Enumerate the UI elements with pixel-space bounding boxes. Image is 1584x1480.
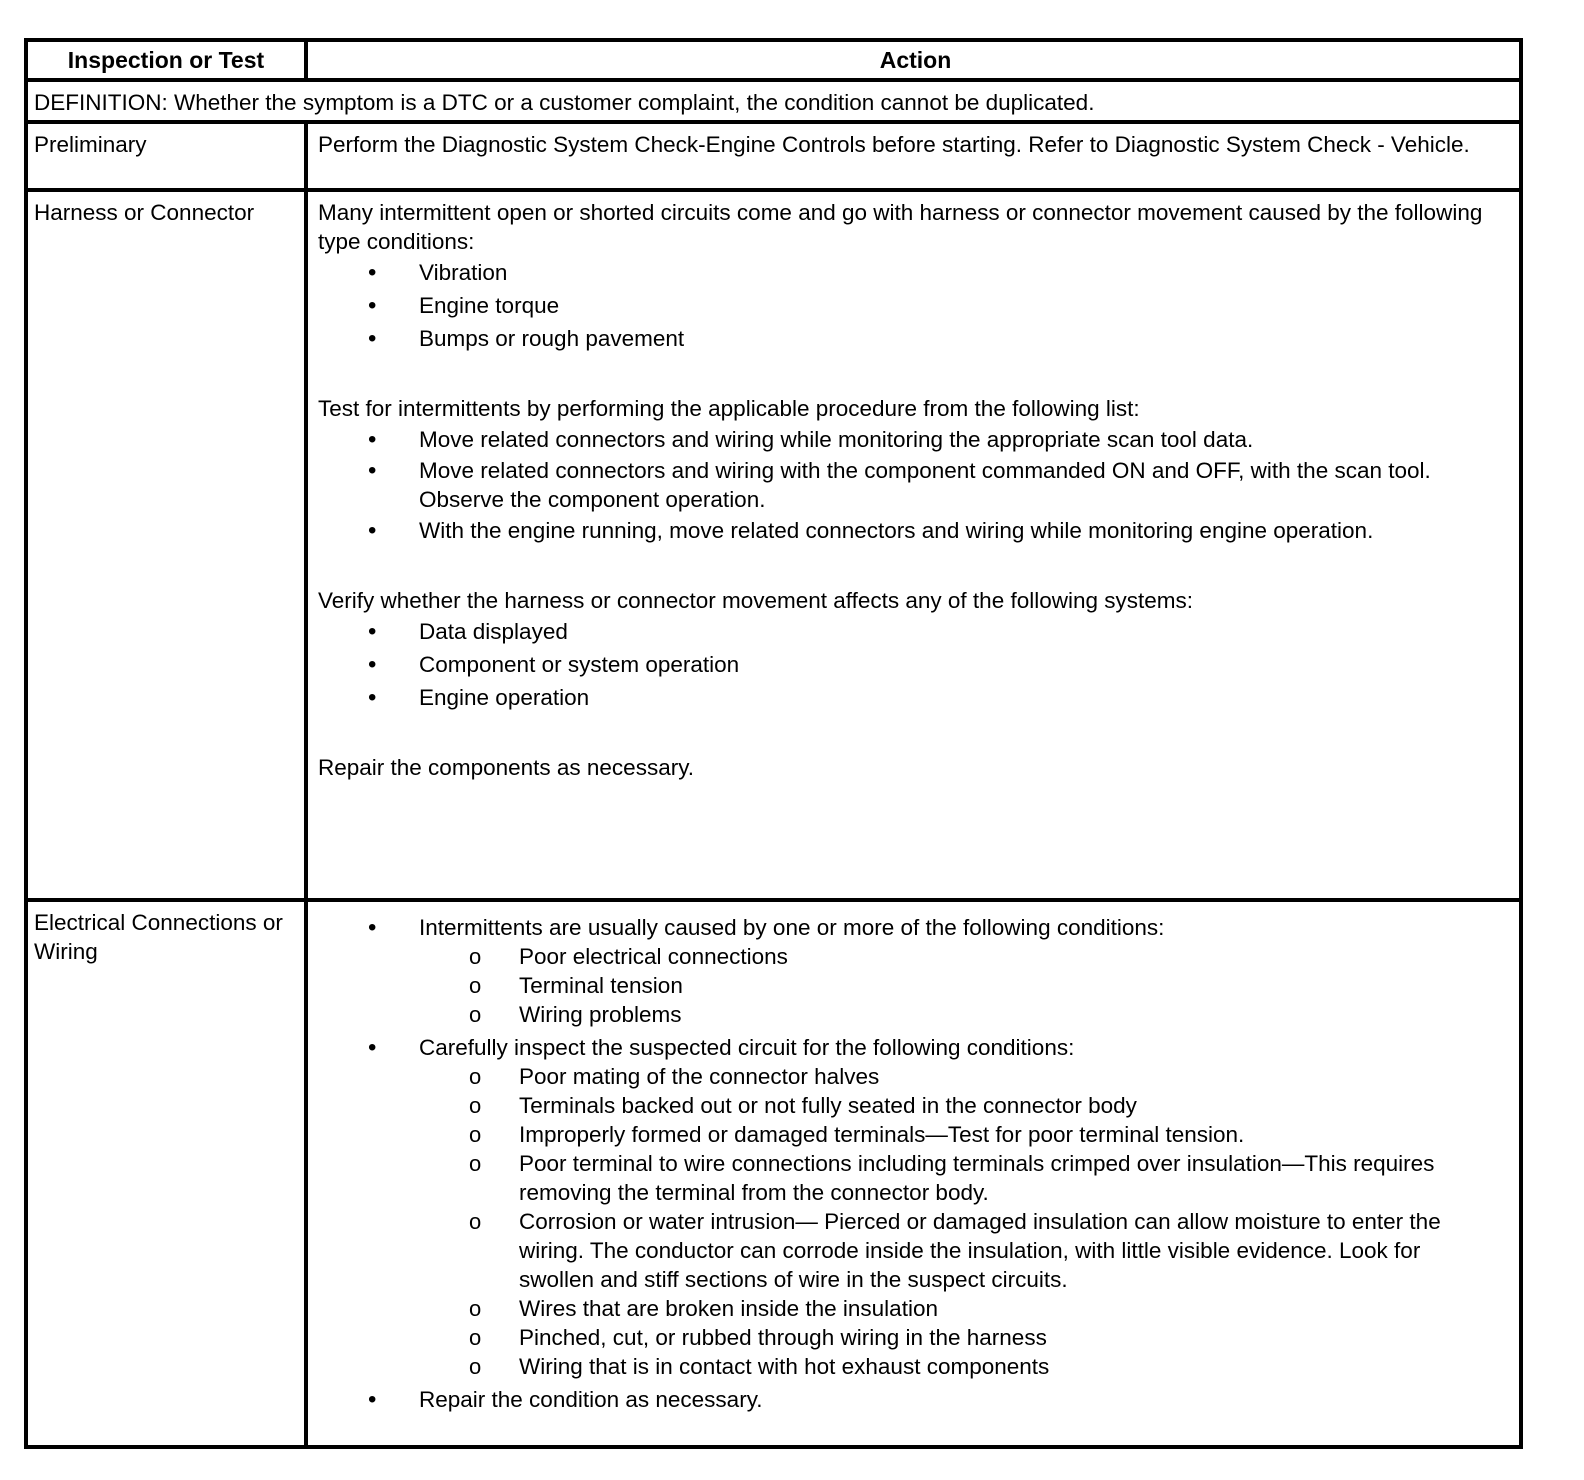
column-header-action: Action <box>879 47 952 73</box>
list-item: • Vibration <box>318 256 1501 289</box>
list-item: o Improperly formed or damaged terminals—Test for poor terminal tension. <box>419 1120 1501 1149</box>
harness-procedures-list <box>318 423 1501 547</box>
row-label-preliminary: Preliminary <box>28 124 308 188</box>
column-header-inspection: Inspection or Test <box>28 42 308 78</box>
electrical-cause-intro: Intermittents are usually caused by one or more of the following conditions: <box>419 915 1165 940</box>
harness-test-intro: Test for intermittents by performing the applicable procedure from the following list: <box>318 396 1140 421</box>
list-item: o Terminal tension <box>419 971 1501 1000</box>
electrical-causes-sublist <box>419 942 1501 1029</box>
row-label-electrical: Electrical Connections or Wiring <box>28 902 308 1445</box>
preliminary-action-text: Perform the Diagnostic System Check-Engine Controls before starting. Refer to Diagnostic System Check - Vehicle. <box>318 132 1470 157</box>
harness-action-cell <box>312 192 1519 898</box>
table-row-preliminary <box>28 124 1519 192</box>
definition-text: DEFINITION: Whether the symptom is a DTC or a customer complaint, the condition cannot be duplicated. <box>34 90 1095 115</box>
list-item: o Poor mating of the connector halves <box>419 1062 1501 1091</box>
list-item: • Engine operation <box>318 681 1501 714</box>
list-item: • Engine torque <box>318 289 1501 322</box>
definition-row <box>28 82 1519 124</box>
table-header-row <box>28 42 1519 82</box>
table-row-electrical <box>28 902 1519 1445</box>
list-item: o Poor electrical connections <box>419 942 1501 971</box>
electrical-inspect-sublist <box>419 1062 1501 1381</box>
harness-intro: Many intermittent open or shorted circuits come and go with harness or connector movement caused by the following type conditions: <box>318 200 1483 254</box>
list-item: o Wiring that is in contact with hot exhaust components <box>419 1352 1501 1381</box>
list-item: o Wires that are broken inside the insulation <box>419 1294 1501 1323</box>
list-item: o Wiring problems <box>419 1000 1501 1029</box>
list-item: o Corrosion or water intrusion— Pierced or damaged insulation can allow moisture to enter the wiring. The conductor can corrode inside the insulation, with little visible evidence. Look for swollen and stiff sections of wire in the suspect circuits. <box>419 1207 1501 1294</box>
row-label-harness: Harness or Connector <box>28 192 308 898</box>
list-item: • Repair the condition as necessary. <box>318 1385 1501 1414</box>
list-item: o Poor terminal to wire connections including terminals crimped over insulation—This requires removing the terminal from the connector body. <box>419 1149 1501 1207</box>
list-item <box>318 1033 1501 1381</box>
list-item: • With the engine running, move related connectors and wiring while monitoring engine operation. <box>318 514 1501 547</box>
electrical-list <box>318 913 1501 1414</box>
electrical-action-cell <box>312 902 1519 1445</box>
diagnostic-table <box>24 38 1523 1449</box>
list-item: o Pinched, cut, or rubbed through wiring in the harness <box>419 1323 1501 1352</box>
harness-conditions-list <box>318 256 1501 355</box>
list-item <box>318 913 1501 1029</box>
harness-verify-intro: Verify whether the harness or connector movement affects any of the following systems: <box>318 588 1194 613</box>
electrical-inspect-intro: Carefully inspect the suspected circuit for the following conditions: <box>419 1035 1075 1060</box>
harness-systems-list <box>318 615 1501 714</box>
list-item: o Terminals backed out or not fully seated in the connector body <box>419 1091 1501 1120</box>
list-item: • Move related connectors and wiring while monitoring the appropriate scan tool data. <box>318 423 1501 456</box>
list-item: • Bumps or rough pavement <box>318 322 1501 355</box>
list-item: • Move related connectors and wiring with the component commanded ON and OFF, with the scan tool. Observe the component operation. <box>318 456 1501 514</box>
harness-repair-text: Repair the components as necessary. <box>318 755 695 780</box>
list-item: • Data displayed <box>318 615 1501 648</box>
table-row-harness <box>28 192 1519 902</box>
list-item: • Component or system operation <box>318 648 1501 681</box>
